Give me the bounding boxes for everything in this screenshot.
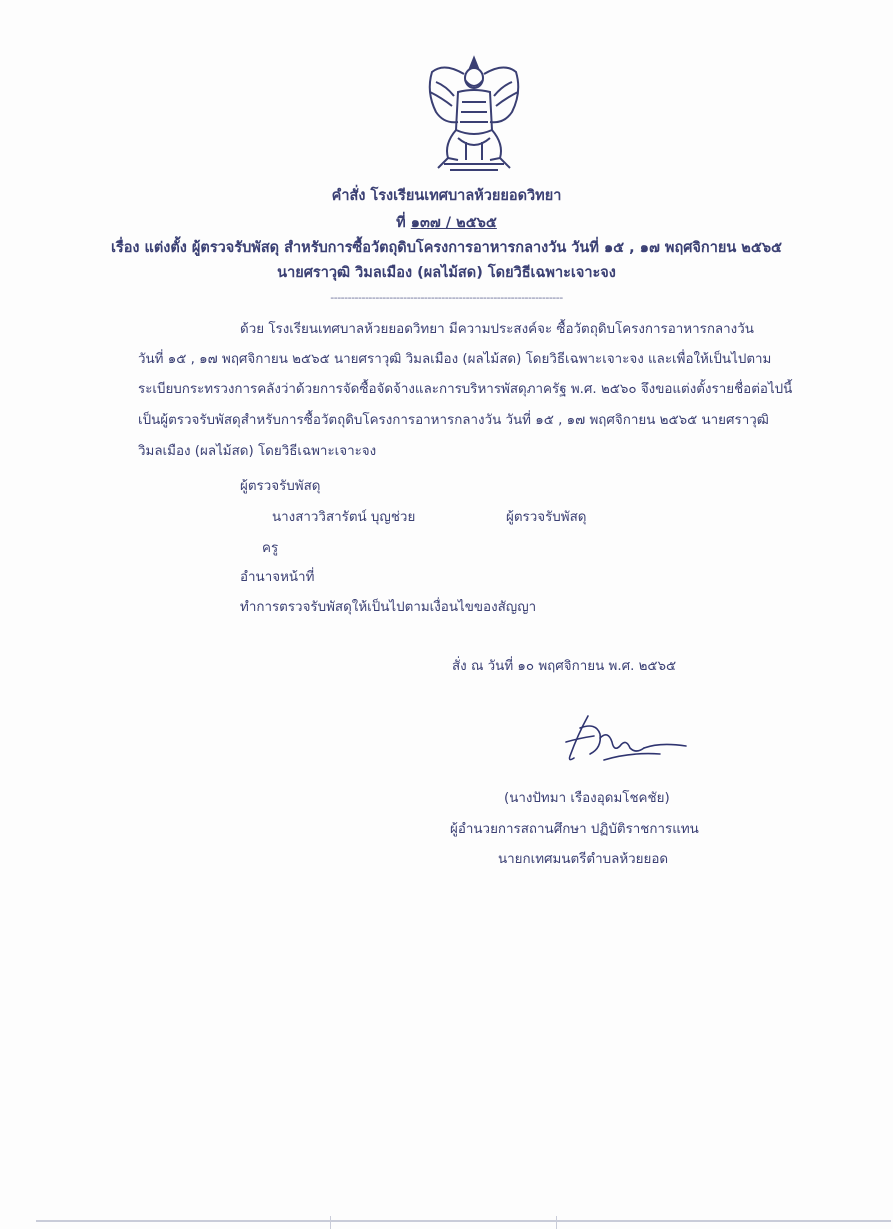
document-number-prefix: ที่ (396, 215, 411, 231)
document-number-value: ๑๓๗ / ๒๕๖๕ (410, 215, 497, 231)
inspector-position: ครู (262, 541, 279, 556)
signer-name: (นางปัทมา เรืองอุดมโชคชัย) (504, 791, 670, 806)
scan-edge-mark (556, 1216, 557, 1229)
para-line-1: ด้วย โรงเรียนเทศบาลห้วยยอดวิทยา มีความประสงค์จะ ซื้อวัตถุดิบโครงการอาหารกลางวัน (240, 322, 754, 337)
inspector-heading: ผู้ตรวจรับพัสดุ (240, 479, 321, 494)
duty-heading: อำนาจหน้าที่ (240, 570, 315, 585)
signature-image (560, 708, 690, 774)
subject-line-1: เรื่อง แต่งตั้ง ผู้ตรวจรับพัสดุ สำหรับการซื้อวัตถุดิบโครงการอาหารกลางวัน วันที่ ๑๕ , ๑๗ พฤศจิกายน ๒๕๖๕ (110, 240, 783, 256)
scan-edge-mark (330, 1216, 331, 1229)
garuda-emblem-icon (414, 52, 534, 180)
document-number (0, 211, 893, 234)
document-title: คำสั่ง โรงเรียนเทศบาลห้วยยอดวิทยา (331, 188, 562, 204)
duty-text: ทำการตรวจรับพัสดุให้เป็นไปตามเงื่อนไขของสัญญา (240, 600, 537, 615)
scan-bottom-edge (36, 1220, 891, 1222)
separator-line: ------------------------------------------------------------------- (330, 291, 563, 304)
para-line-3: ระเบียบกระทรวงการคลังว่าด้วยการจัดซื้อจัดจ้างและการบริหารพัสดุภาครัฐ พ.ศ. ๒๕๖๐ จึงขอแต่งตั้งรายชื่อต่อไปนี้ (138, 382, 793, 397)
para-line-2: วันที่ ๑๕ , ๑๗ พฤศจิกายน ๒๕๖๕ นายศราวุฒิ วิมลเมือง (ผลไม้สด) โดยวิธีเฉพาะเจาะจง และเพื่อให้เป็นไปตาม (138, 352, 772, 367)
order-date: สั่ง ณ วันที่ ๑๐ พฤศจิกายน พ.ศ. ๒๕๖๕ (452, 659, 677, 674)
subject-line-2: นายศราวุฒิ วิมลเมือง (ผลไม้สด) โดยวิธีเฉพาะเจาะจง (277, 265, 616, 281)
para-line-5: วิมลเมือง (ผลไม้สด) โดยวิธีเฉพาะเจาะจง (138, 444, 377, 459)
signer-title-2: นายกเทศมนตรีตำบลห้วยยอด (498, 852, 669, 867)
inspector-role: ผู้ตรวจรับพัสดุ (506, 510, 587, 525)
para-line-4: เป็นผู้ตรวจรับพัสดุสำหรับการซื้อวัตถุดิบโครงการอาหารกลางวัน วันที่ ๑๕ , ๑๗ พฤศจิกายน ๒๕๖๕ นายศราวุฒิ (138, 413, 769, 428)
signer-title-1: ผู้อำนวยการสถานศึกษา ปฏิบัติราชการแทน (450, 822, 699, 837)
inspector-name: นางสาววิสารัตน์ บุญช่วย (272, 510, 416, 525)
